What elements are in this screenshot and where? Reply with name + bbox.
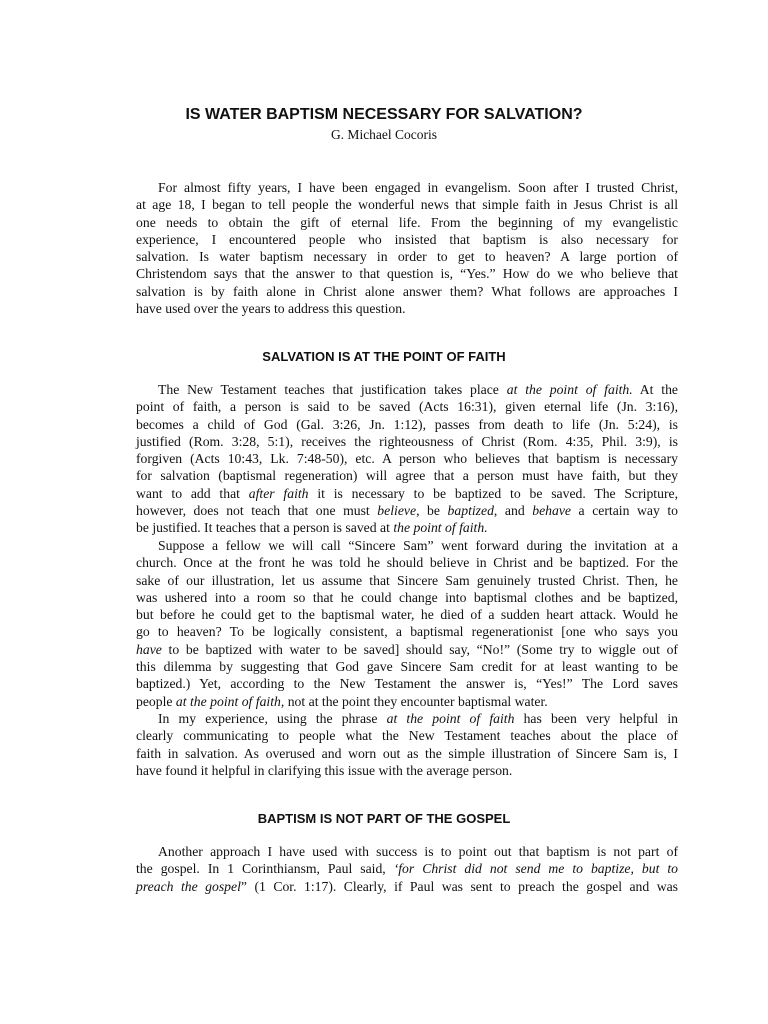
faith-paragraph-1 xyxy=(136,381,678,537)
text-line: have found it helpful in clarifying this issue with the average person. xyxy=(136,762,513,778)
author-name: G. Michael Cocoris xyxy=(330,127,438,142)
text-line: one needs to obtain the gift of eternal life. From the beginning of my evangelistic xyxy=(136,214,678,230)
section-heading-faith: SALVATION IS AT THE POINT OF FAITH xyxy=(262,349,506,364)
text-line: Another approach I have used with success is to point out that baptism is not part of xyxy=(158,844,678,859)
text-line: for salvation (baptismal regeneration) will agree that a person must have faith, but they xyxy=(136,468,678,484)
text-line: For almost fifty years, I have been engaged in evangelism. Soon after I trusted Christ, xyxy=(158,180,678,195)
intro-paragraph xyxy=(136,179,678,317)
text-line: want to add that after faith it is necessary to be baptized to be saved. The Scripture, xyxy=(136,485,679,501)
text-line: Suppose a fellow we will call “Sincere Sam” went forward during the invitation at a xyxy=(158,538,678,553)
text-line: In my experience, using the phrase at the point of faith has been very helpful in xyxy=(158,711,679,726)
text-line: have to be baptized with water to be saved] should say, “No!” (Some try to wiggle out of xyxy=(136,641,678,657)
text-line: sake of our illustration, let us assume that Sincere Sam genuinely trusted Christ. Then, he xyxy=(136,572,678,588)
text-line: experience, I encountered people who insisted that baptism is also necessary for xyxy=(136,231,678,247)
text-line: salvation. Is water baptism necessary in order to get to heaven? A large portion of xyxy=(136,249,678,265)
text-line: The New Testament teaches that justification takes place at the point of faith. At the xyxy=(158,382,679,397)
text-line: preach the gospel” (1 Cor. 1:17). Clearly, if Paul was sent to preach the gospel and was xyxy=(136,878,678,894)
text-line: justified (Rom. 3:28, 5:1), receives the righteousness of Christ (Rom. 4:35, Phil. 3:9), is xyxy=(136,433,678,449)
text-line: clearly communicating to people what the New Testament teaches about the place of xyxy=(136,728,678,744)
text-line: have used over the years to address this question. xyxy=(136,301,406,317)
text-line: faith in salvation. As overused and worn out as the simple illustration of Sincere Sam is, I xyxy=(136,745,678,761)
document-title: IS WATER BAPTISM NECESSARY FOR SALVATION? xyxy=(185,106,583,123)
gospel-paragraph-1 xyxy=(136,843,678,895)
text-line: at age 18, I began to tell people the wonderful news that simple faith in Jesus Christ is all xyxy=(136,197,678,213)
text-line: but before he could get to the baptismal water, he died of a sudden heart attack. Would he xyxy=(136,607,678,623)
section-heading-gospel: BAPTISM IS NOT PART OF THE GOSPEL xyxy=(257,811,511,826)
text-line: point of faith, a person is said to be saved (Acts 16:31), given eternal life (Jn. 3:16), xyxy=(136,399,678,415)
text-line: the gospel. In 1 Corinthiansm, Paul said, ‘for Christ did not send me to baptize, but to xyxy=(136,861,678,877)
text-line: baptized.) Yet, according to the New Testament the answer is, “Yes!” The Lord saves xyxy=(136,676,678,692)
text-line: people at the point of faith, not at the point they encounter baptismal water. xyxy=(136,693,548,709)
text-line: however, does not teach that one must believe, be baptized, and behave a certain way to xyxy=(136,503,679,519)
text-line: becomes a child of God (Gal. 3:26, Jn. 1:12), passes from death to life (Jn. 5:24), is xyxy=(136,416,678,432)
text-line: church. Once at the front he was told he should believe in Christ and be baptized. For the xyxy=(136,555,678,571)
text-line: was ushered into a room so that he could change into baptismal clothes and be baptized, xyxy=(136,589,678,605)
faith-paragraph-3 xyxy=(136,710,678,779)
text-line: go to heaven? To be logically consistent, a baptismal regenerationist [one who says you xyxy=(136,624,678,640)
faith-paragraph-2 xyxy=(136,537,678,710)
text-line: salvation is by faith alone in Christ alone answer them? What follows are approaches I xyxy=(136,283,678,299)
text-line: this dilemma by suggesting that God gave Sincere Sam credit for at least wanting to be xyxy=(136,659,678,675)
text-line: forgiven (Acts 10:43, Lk. 7:48-50), etc. A person who believes that baptism is necessary xyxy=(136,451,678,467)
text-line: be justified. It teaches that a person is saved at the point of faith. xyxy=(136,520,488,536)
text-line: Christendom says that the answer to that question is, “Yes.” How do we who believe that xyxy=(136,266,678,282)
